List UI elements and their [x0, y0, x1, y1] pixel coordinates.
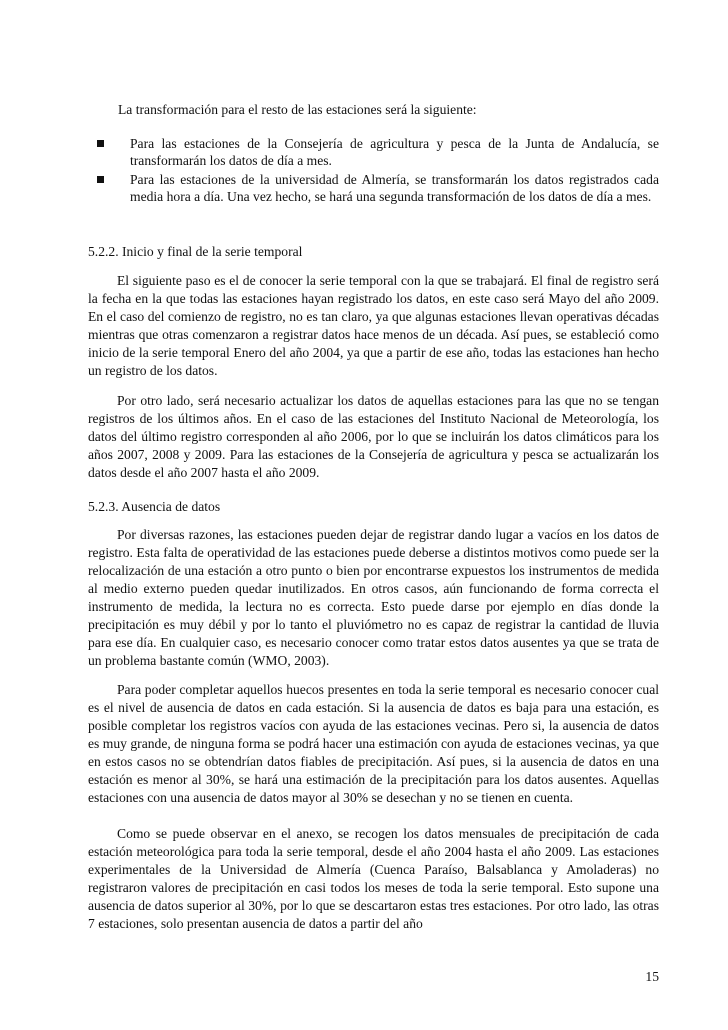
section-heading-5-2-2: 5.2.2. Inicio y final de la serie temporal [88, 244, 303, 259]
bullet-item [88, 135, 659, 169]
bullet-text: Para las estaciones de la Consejería de agricultura y pesca de la Junta de Andalucía, se transformarán los datos de día a mes. [130, 136, 659, 168]
section-heading-5-2-3: 5.2.3. Ausencia de datos [88, 499, 221, 514]
square-bullet-icon [97, 140, 104, 147]
paragraph: El siguiente paso es el de conocer la serie temporal con la que se trabajará. El final de registro será la fecha en la que todas las estaciones hayan registrado los datos, en este caso será Mayo del año 2009. En el caso del comienzo de registro, no es tan claro, ya que algunas estaciones llevan operativas décadas mientras que otras comenzaron a registrar datos hace menos de un década. Así pues, se estableció como inicio de la serie temporal Enero del año 2004, ya que a partir de ese año, todas las estaciones han hecho un registro de los datos. [88, 273, 659, 378]
paragraph: Por otro lado, será necesario actualizar los datos de aquellas estaciones para las que no se tengan registros de los últimos años. En el caso de las estaciones del Instituto Nacional de Meteorología, los datos del último registro corresponden al año 2006, por lo que se incluirán los datos climáticos para los años 2007, 2008 y 2009. Para las estaciones de la Consejería de agricultura y pesca se actualizarán los datos desde el año 2007 hasta el año 2009. [88, 393, 659, 480]
square-bullet-icon [97, 176, 104, 183]
bullet-item [88, 171, 659, 205]
bullet-list [88, 135, 659, 207]
paragraph: Para poder completar aquellos huecos presentes en toda la serie temporal es necesario conocer cual es el nivel de ausencia de datos en cada estación. Si la ausencia de datos es baja para una estación, es posible completar los registros vacíos con ayuda de las estaciones vecinas. Pero si, la ausencia de datos es muy grande, de ninguna forma se podrá hacer una estimación con ayuda de estaciones vecinas, ya que en estos casos no se obtendrían datos fiables de precipitación. Así pues, si la ausencia de datos en una estación es menor al 30%, se hará una estimación de la precipitación para los datos ausentes. Aquellas estaciones con una ausencia de datos mayor al 30% se desechan y no se tienen en cuenta. [88, 682, 659, 805]
paragraph: Por diversas razones, las estaciones pueden dejar de registrar dando lugar a vacíos en los datos de registro. Esta falta de operatividad de las estaciones puede deberse a distintos motivos como puede ser la relocalización de una estación a otro punto o bien por encontrarse expuestos los instrumentos de medida al medio externo pueden quedar inutilizados. En otros casos, aún funcionando de forma correcta el instrumento de medida, la lectura no es correcta. Esto puede darse por ejemplo en días donde la precipitación es muy débil y por lo tanto el pluviómetro no es capaz de registrar la cantidad de lluvia para ese día. En cualquier caso, es necesario conocer como tratar estos datos ausentes ya que se trata de un problema bastante común (WMO, 2003). [88, 527, 659, 668]
intro-text: La transformación para el resto de las estaciones será la siguiente: [118, 102, 477, 117]
page-number: 15 [645, 969, 659, 984]
bullet-text: Para las estaciones de la universidad de Almería, se transformarán los datos registrados cada media hora a día. Una vez hecho, se hará una segunda transformación de los datos de día a mes. [130, 172, 659, 204]
paragraph: Como se puede observar en el anexo, se recogen los datos mensuales de precipitación de cada estación meteorológica para toda la serie temporal, desde el año 2004 hasta el año 2009. Las estaciones experimentales de la Universidad de Almería (Cuenca Paraíso, Balsablanca y Amoladeras) no registraron valores de precipitación en casi todos los meses de toda la serie temporal. Esto supone una ausencia de datos superior al 30%, por lo que se descartaron estas tres estaciones. Por otro lado, las otras 7 estaciones, solo presentan ausencia de datos a partir del año [88, 826, 659, 931]
